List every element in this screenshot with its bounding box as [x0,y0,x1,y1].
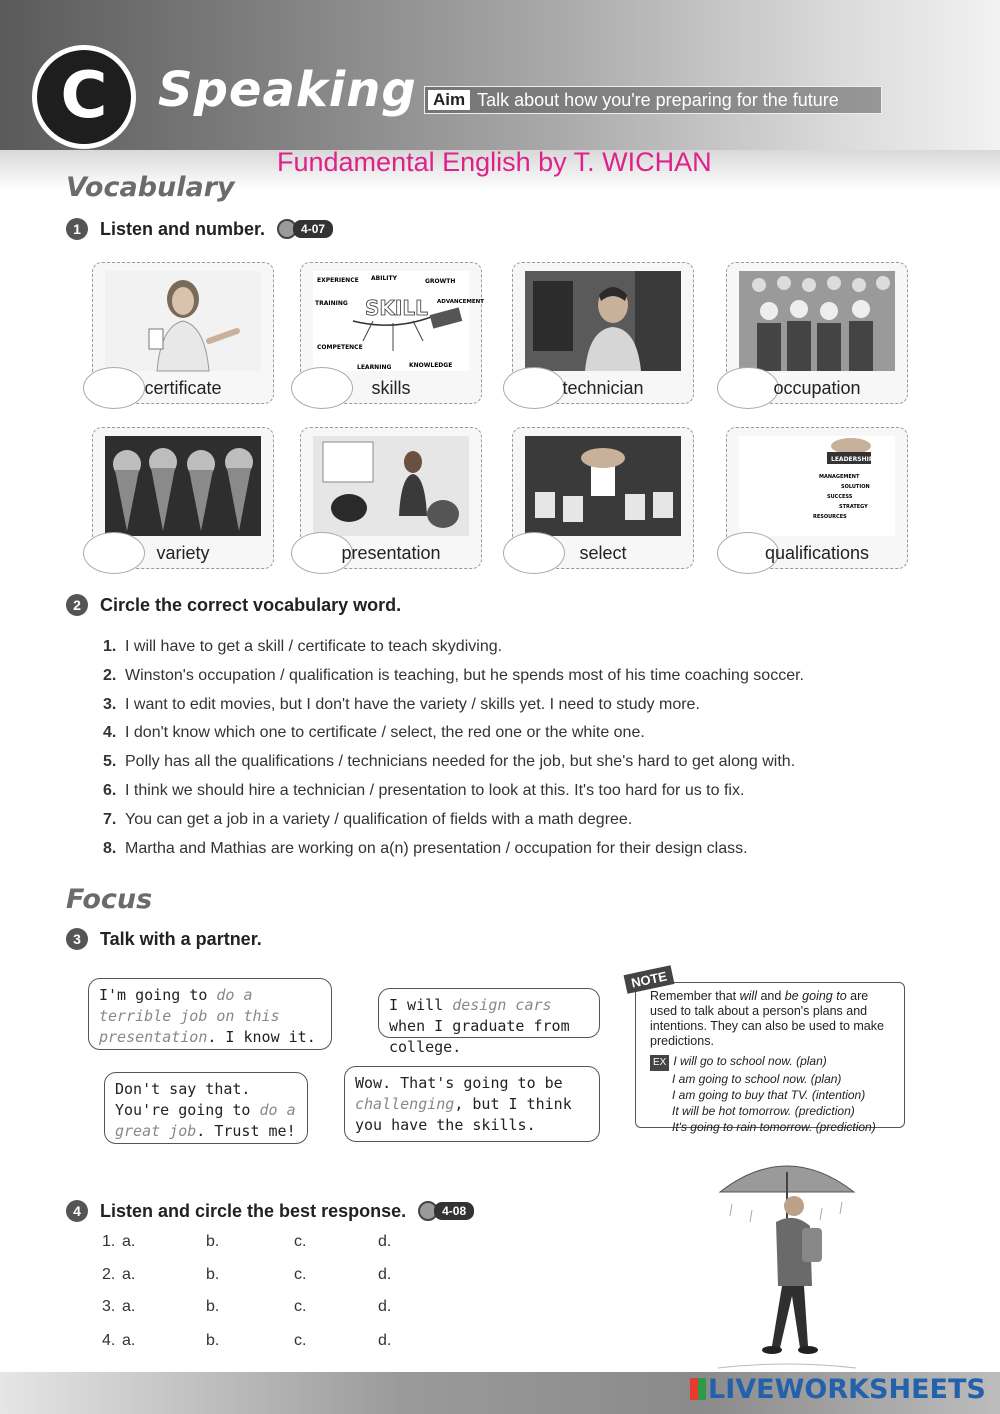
speech-bubble-1 [88,978,332,1050]
response-row [102,1266,391,1284]
exercise-instruction: Circle the correct vocabulary word. [100,594,402,615]
list-item[interactable] [103,806,804,835]
bubble-text: when I graduate from college. [389,1017,570,1056]
bubble-phrase: design cars [452,996,552,1014]
list-item[interactable] [103,633,804,662]
aim-text: Talk about how you're preparing for the future [477,89,839,110]
exercise-3-header [66,928,262,950]
item-number: 5. [103,753,117,771]
note-tag: NOTE [624,965,675,994]
option-d[interactable]: d. [378,1298,392,1315]
vocab-label: certificate [144,378,222,398]
section-letter-badge: C [32,45,136,149]
item-text: Polly has all the qualifications / technicians needed for the job, but she's hard to get along with. [125,753,796,771]
response-row [102,1298,391,1316]
skill-word: COMPETENCE [317,344,363,351]
example-tag: EX [650,1055,669,1071]
item-text: I want to edit movies, but I don't have the variety / skills yet. I need to study more. [125,695,700,713]
vocab-card-select[interactable] [512,427,694,569]
item-text: I will have to get a skill / certificate to teach skydiving. [125,638,503,655]
vocab-card-presentation[interactable] [300,427,482,569]
list-item[interactable] [103,691,804,720]
note-example: I am going to school now. (plan) [672,1072,842,1086]
note-example: It's going to rain tomorrow. (prediction) [672,1120,876,1134]
vocab-card-occupation[interactable] [726,262,908,404]
bubble-text: I will [389,996,453,1014]
liveworksheets-logo[interactable] [690,1374,986,1405]
row-number: 4. [102,1332,116,1349]
exercise-instruction: Listen and number. [100,218,266,239]
list-item[interactable] [103,719,804,748]
select-pieces-image [525,436,681,536]
option-b[interactable]: b. [206,1332,220,1349]
note-example: EX I will go to school now. (plan) [672,1053,894,1071]
ice-cream-cones-image [105,436,261,536]
item-text: Winston's occupation / qualification is teaching, but he spends most of his time coaching soccer. [125,666,804,684]
bubble-text: I'm going to [99,986,217,1004]
vocab-sentence-list [103,633,804,863]
list-item[interactable] [103,835,804,864]
exercise-number: 2 [66,594,88,616]
skill-word: ADVANCEMENT [437,299,484,305]
vocab-card-skills[interactable] [300,262,482,404]
audio-track-badge[interactable] [277,219,333,239]
exercise-instruction: Listen and circle the best response. [100,1200,407,1221]
grammar-note [635,982,905,1134]
walking-person-umbrella-illustration [712,1146,862,1374]
qual-word: SUCCESS [827,494,853,500]
item-text: Martha and Mathias are working on a(n) presentation / occupation for their design class. [125,839,748,857]
exercise-number: 4 [66,1200,88,1222]
option-b[interactable]: b. [206,1233,220,1250]
row-number: 1. [102,1233,116,1250]
exercise-1-header [66,218,333,240]
bubble-phrase: challenging [355,1095,455,1113]
option-b[interactable]: b. [206,1266,220,1283]
list-item[interactable] [103,662,804,691]
item-number: 2. [103,666,117,684]
item-number: 1. [103,638,117,655]
exercise-number: 3 [66,928,88,950]
option-c[interactable]: c. [294,1233,307,1250]
option-a[interactable]: a. [122,1332,136,1349]
item-number: 8. [103,839,117,857]
presentation-image [313,436,469,536]
option-a[interactable]: a. [122,1298,136,1315]
list-item[interactable] [103,777,804,806]
option-d[interactable]: d. [378,1332,392,1349]
bubble-text: Wow. That's going to be [355,1074,563,1092]
option-d[interactable]: d. [378,1266,392,1283]
focus-heading: Focus [66,884,153,915]
author-watermark: Fundamental English by T. WICHAN [277,147,712,177]
row-number: 3. [102,1298,116,1315]
option-d[interactable]: d. [378,1233,392,1250]
list-item[interactable] [103,748,804,777]
option-b[interactable]: b. [206,1298,220,1315]
vocab-card-certificate[interactable] [92,262,274,404]
item-number: 4. [103,724,117,742]
vocab-label: qualifications [764,543,870,563]
skill-word: ABILITY [371,275,397,282]
vocab-label: variety [156,543,210,563]
woman-certificate-image [105,271,261,371]
track-number: 4-07 [293,220,333,238]
skill-word: KNOWLEDGE [409,362,453,369]
vocab-label: select [579,543,627,563]
aim-box [424,86,882,114]
qual-word: SOLUTION [841,484,870,490]
vocab-card-technician[interactable] [512,262,694,404]
item-text: I think we should hire a technician / presentation to look at this. It's too hard for us to fix. [125,781,745,799]
skill-diagram-image [313,271,484,371]
option-a[interactable]: a. [122,1233,136,1250]
qualifications-blocks-image [739,436,895,536]
speech-bubble-2 [378,988,600,1056]
qual-word: STRATEGY [839,504,868,510]
qual-word: LEADERSHIP [831,456,874,463]
exercise-2-header [66,594,401,616]
bubble-phrase: do a great job [115,1101,296,1140]
vocab-card-variety[interactable] [92,427,274,569]
exercise-number: 1 [66,218,88,240]
exercise-instruction: Talk with a partner. [100,928,262,949]
header-band [0,0,1000,150]
qual-word: MANAGEMENT [819,474,860,480]
section-title: Speaking [158,62,417,118]
option-c[interactable]: c. [294,1266,307,1283]
technician-image [525,271,681,371]
occupation-crowd-image [739,271,895,371]
item-text: You can get a job in a variety / qualification of fields with a math degree. [125,810,633,828]
speech-bubble-4 [344,1066,600,1142]
bubble-text: , but I think you have the skills. [355,1095,572,1134]
skill-word: EXPERIENCE [317,277,359,284]
vocab-label: skills [371,378,411,398]
qual-word: RESOURCES [813,514,847,520]
bubble-text: . Trust me! [196,1122,296,1140]
vocab-card-qualifications[interactable] [726,427,908,569]
exercise-4-header [66,1200,474,1222]
vocab-label: occupation [773,378,861,398]
logo-text: LIVEWORKSHEETS [708,1374,986,1405]
note-example: I am going to buy that TV. (intention) [672,1088,866,1102]
response-row [102,1233,391,1251]
bubble-text: . I know it. [207,1028,316,1046]
vocab-label: technician [562,378,644,398]
note-example: It will be hot tomorrow. (prediction) [672,1104,855,1118]
aim-label: Aim [428,90,470,110]
vocabulary-heading: Vocabulary [66,172,235,203]
option-a[interactable]: a. [122,1266,136,1283]
item-number: 7. [103,810,117,828]
track-number: 4-08 [434,1202,474,1220]
item-text: I don't know which one to certificate / select, the red one or the white one. [125,724,645,742]
item-number: 3. [103,695,117,713]
item-number: 6. [103,781,117,799]
option-c[interactable]: c. [294,1298,307,1315]
skill-word: LEARNING [357,364,392,371]
skill-center: SKILL [365,296,428,320]
response-row [102,1332,391,1350]
bubble-text: Don't say that. You're going to [115,1080,260,1119]
skill-word: TRAINING [315,300,348,307]
option-c[interactable]: c. [294,1332,307,1349]
logo-icon [690,1378,706,1400]
row-number: 2. [102,1266,116,1283]
skill-word: GROWTH [425,278,456,285]
vocab-label: presentation [341,543,441,563]
note-intro: Remember that will and be going to are used to talk about a person's plans and intentions. They can also be used to make predictions. [650,989,884,1048]
audio-track-badge[interactable] [418,1201,474,1221]
speech-bubble-3 [104,1072,308,1144]
bubble-phrase: do a terrible job on this presentation [99,986,280,1046]
